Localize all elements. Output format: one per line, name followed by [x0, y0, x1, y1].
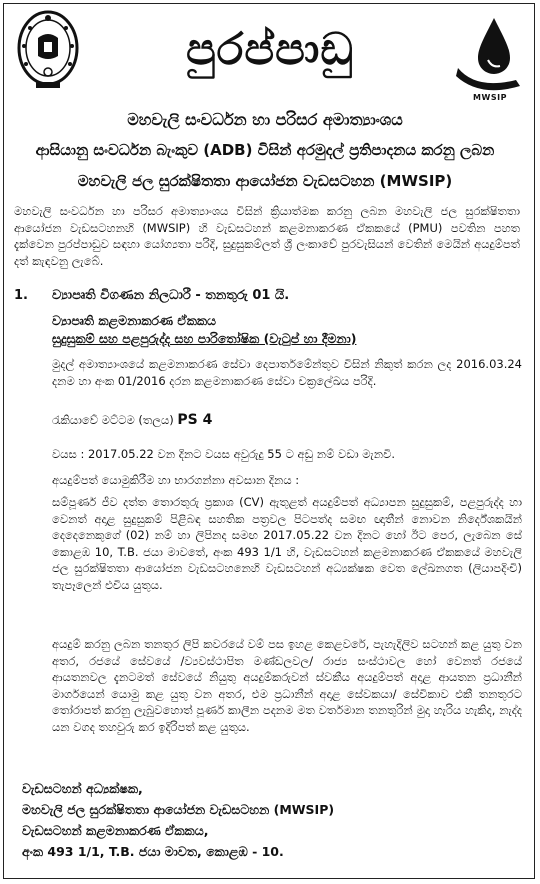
- application-paragraph-1: සම්පූර්ණ ජීව දත්ත තොරතුරු ප්‍රකාශ (CV) ඇතුළත් අයදුම්පත් අධ්‍යාපන සුදුසුකම්, පළපුරුද්ද හා වෙනත් අදාළ සුදුසුකම් පිළිබඳ සහතික පත්‍රවල පිටපත්ද සමඟ ඥාතීන් නොවන නිර්දේශකයින් දෙදෙනෙකුගේ (02) නම් හා ලිපිනද සමඟ 2017.05.22 වන දිනට හෝ ඊට පෙර, ලැබෙන සේ කොළඹ 10, T.B. ජයා මාවතේ, අංක 493 1/1 හි, වැඩසටහන් කළමනාකරණ ඒකකයේ මහවැලි ජල සුරක්ෂිතතා ආයෝජන වැඩසටහනෙහි වැඩසටහන් අධ්‍යක්ෂක වෙත ලේඛනගත (ලියාපදිංචි) තැපෑලෙන් එවිය යුතුය.: [52, 495, 522, 592]
- position-number: 1.: [14, 288, 28, 303]
- advertisement-frame: [3, 3, 535, 879]
- application-heading: අයදුම්පත් යොමුකිරීම හා භාරගන්නා අවසාන දිනය :: [52, 473, 300, 487]
- address-line-4: අංක 493 1/1, T.B. ජයා මාවත, කොළඹ - 10.: [22, 844, 284, 859]
- salary-label: රැකියාවේ මට්ටම (තලය): [52, 413, 174, 427]
- qualifications-heading: සුදුසුකම් සහ පළපුරුද්ද සහ පාරිතෝෂික (වැටුප් හා දීමනා): [52, 331, 357, 346]
- position-heading: [14, 288, 289, 303]
- contact-address: [22, 778, 522, 862]
- page-title: පුරප්පාඩු: [185, 24, 355, 75]
- ministry-name: මහවැලි සංවර්ධන හා පරිසර අමාත්‍යාංශය: [127, 110, 403, 129]
- address-line-3: වැඩසටහන් කළමනාකරණ ඒකකය,: [22, 823, 209, 838]
- application-paragraph-2: අයදුම් කරනු ලබන තනතුර ලිපි කවරයේ වම් පස ඉහළ කෙළවරේ, පැහැදිලිව සටහන් කළ යුතු වන අතර, රජයේ සේවයේ /ව්‍යවස්ථාපිත මණ්ඩලවල/ රාජ්‍ය සංස්ථාවල හෝ වෙනත් රජයේ ආයතනවල දැනටමත් සේවයේ නියුතු අයදුම්කරුවන් ස්වකීය අයදුම්පත් අදාළ ආයතන ප්‍රධානීන් මාර්ගයෙන් යොමු කළ යුතු වන අතර, එම ප්‍රධානීන් අදාළ සේවකයා/ සේවිකාව එකී තනතුරට තෝරාපත් කරනු ලැබුවහොත් පූර්ණ කාලීන පදනම මත වර්තමාන තනතුරින් මුදා හැරිය හැකිද, නැද්ද යන වගද තහවුරු කර ඉදිරිපත් කළ යුතුය.: [52, 637, 522, 734]
- logo-label: MWSIP: [473, 93, 507, 102]
- address-line-1: වැඩසටහන් අධ්‍යක්ෂක,: [22, 781, 143, 796]
- address-line-2: මහවැලි ජල සුරක්ෂිතතා ආයෝජන වැඩසටහන (MWSIP): [22, 802, 335, 817]
- age-requirement: වයස : 2017.05.22 වන දිනට වයස අවුරුදු 55 ට අඩු නම් වඩා මැනවි.: [52, 447, 396, 461]
- mwsip-logo: [454, 16, 524, 96]
- unit-name: ව්‍යාපෘති කළමනාකරණ ඒකකය: [52, 313, 217, 328]
- sri-lanka-emblem: [16, 8, 80, 94]
- salary-scale: [52, 412, 212, 429]
- position-title: ව්‍යාපෘති විගණන නිලධාරී - තනතුරු 01 යි.: [52, 288, 290, 303]
- salary-value: PS 4: [177, 412, 213, 428]
- program-name: මහවැලි ජල සුරක්ෂිතතා ආයෝජන වැඩසටහන (MWSIP): [77, 172, 453, 190]
- circular-paragraph: මුදල් අමාත්‍යාංශයේ කළමනාකරණ සේවා දෙපාර්තමේන්තුව විසින් නිකුත් කරන ලද 2016.03.24 දනම හා අංක 01/2016 දරන කළමනාකරණ සේවා චක්‍රලේඛය පරිදි.: [52, 357, 522, 388]
- intro-paragraph: මහවැලි සංවර්ධන හා පරිසර අමාත්‍යාංශය විසින් ක්‍රියාත්මක කරනු ලබන මහවැලි ජල සුරක්ෂිතතා ආයෝජන වැඩසටහනහි (MWSIP) හි වැඩසටහන් කළමනාකරණ ඒකකයේ (PMU) පවතින පහත දැක්වෙන පුරප්පාඩුව සඳහා යෝග්‍යතා පරිදි, සුදුසුකම්ලත් ශ්‍රී ලංකාවේ පුරවැසියන් වෙතින් මෙයින් අයදුම්පත් දත් කැඳවනු ලැබේ.: [14, 204, 520, 268]
- funding-line: ආසියානු සංවර්ධන බැංකුව (ADB) විසින් අරමුදල් ප්‍රතිපාදනය කරනු ලබන: [35, 141, 495, 159]
